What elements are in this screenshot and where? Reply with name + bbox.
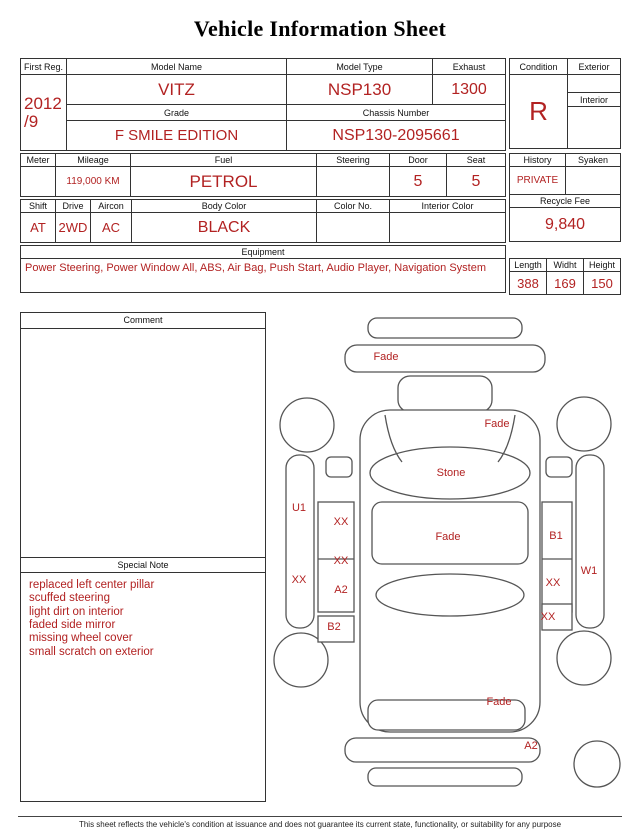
meter-fuel-table xyxy=(20,153,506,197)
damage-marker: XX xyxy=(291,574,307,586)
rear-bottom-strip xyxy=(368,768,522,786)
footer-divider xyxy=(18,816,622,817)
damage-marker: XX xyxy=(540,611,556,623)
condition-label: Condition xyxy=(510,59,568,75)
length-label: Length xyxy=(510,259,547,272)
history-recycle-table xyxy=(509,153,621,242)
damage-marker: Fade xyxy=(373,351,399,363)
equipment-label: Equipment xyxy=(21,246,506,259)
special-note-label: Special Note xyxy=(21,557,265,573)
damage-marker: W1 xyxy=(580,565,598,577)
interior-color-value xyxy=(390,213,506,243)
left-mirror xyxy=(326,457,352,477)
comment-area xyxy=(21,329,265,557)
damage-marker: Fade xyxy=(484,418,510,430)
special-note-line: faded side mirror xyxy=(29,618,116,631)
color-no-value xyxy=(317,213,390,243)
first-reg-label: First Reg. xyxy=(21,59,67,75)
first-reg-year: 2012 xyxy=(24,93,62,113)
history-value: PRIVATE xyxy=(510,167,566,195)
aircon-label: Aircon xyxy=(91,200,132,213)
right-side-panel xyxy=(576,455,604,628)
door-label: Door xyxy=(390,154,447,167)
front-top-strip xyxy=(368,318,522,338)
damage-marker: Fade xyxy=(486,696,512,708)
damage-marker: Fade xyxy=(435,531,461,543)
dimensions-table xyxy=(509,258,621,295)
mileage-label: Mileage xyxy=(56,154,131,167)
exhaust-value: 1300 xyxy=(433,75,506,105)
exhaust-label: Exhaust xyxy=(433,59,506,75)
interior-value xyxy=(568,107,621,149)
length-value: 388 xyxy=(510,272,547,295)
left-side-panel xyxy=(286,455,314,628)
recycle-fee-value: 9,840 xyxy=(510,208,621,242)
exterior-label: Exterior xyxy=(568,59,621,75)
footer-disclaimer: This sheet reflects the vehicle's condition at issuance and does not guarantee its current state, functionality, or suitability for any purpose xyxy=(78,820,562,829)
front-left-wheel xyxy=(280,398,334,452)
meter-value xyxy=(21,167,56,197)
mileage-value: 119,000 KM xyxy=(56,167,131,197)
drive-label: Drive xyxy=(56,200,91,213)
damage-marker: A2 xyxy=(524,740,538,752)
interior-label: Interior xyxy=(568,93,621,107)
model-name-label: Model Name xyxy=(67,59,287,75)
fuel-label: Fuel xyxy=(131,154,317,167)
meter-label: Meter xyxy=(21,154,56,167)
damage-marker: XX xyxy=(545,577,561,589)
condition-table xyxy=(509,58,621,149)
grade-label: Grade xyxy=(67,105,287,121)
damage-marker: Stone xyxy=(436,467,466,479)
steering-value xyxy=(317,167,390,197)
first-reg-value xyxy=(21,75,67,151)
special-note-line: missing wheel cover xyxy=(29,632,133,645)
special-note-line: replaced left center pillar xyxy=(29,579,155,591)
equipment-table xyxy=(20,245,506,293)
color-no-label: Color No. xyxy=(317,200,390,213)
drivetrain-color-table xyxy=(20,199,506,243)
special-note-line: small scratch on exterior xyxy=(29,645,154,658)
damage-marker: XX xyxy=(333,555,349,567)
damage-marker: B1 xyxy=(549,530,563,542)
steering-label: Steering xyxy=(317,154,390,167)
car-outline-drawing xyxy=(270,312,636,802)
model-type-label: Model Type xyxy=(287,59,433,75)
condition-grade-value: R xyxy=(510,75,568,149)
comment-panel xyxy=(20,312,266,802)
spare-wheel xyxy=(574,741,620,787)
chassis-number-label: Chassis Number xyxy=(287,105,506,121)
model-type-value: NSP130 xyxy=(287,75,433,105)
fuel-value: PETROL xyxy=(131,167,317,197)
vehicle-identity-table xyxy=(20,58,506,151)
equipment-value: Power Steering, Power Window All, ABS, Air Bag, Push Start, Audio Player, Navigation System xyxy=(21,259,506,293)
body-color-value: BLACK xyxy=(132,213,317,243)
aircon-value: AC xyxy=(91,213,132,243)
front-right-wheel xyxy=(557,397,611,451)
special-note-line: scuffed steering xyxy=(29,592,110,605)
car-body xyxy=(360,410,540,732)
width-label: Widht xyxy=(547,259,584,272)
right-mirror xyxy=(546,457,572,477)
page-title: Vehicle Information Sheet xyxy=(193,16,447,41)
special-note-line: light dirt on interior xyxy=(29,605,124,618)
history-label: History xyxy=(510,154,566,167)
rear-lower-strip xyxy=(345,738,540,762)
special-note-list xyxy=(21,573,265,801)
width-value: 169 xyxy=(547,272,584,295)
syaken-value xyxy=(566,167,621,195)
damage-marker: A2 xyxy=(334,584,348,596)
right-doors xyxy=(542,502,572,612)
car-damage-diagram xyxy=(270,312,636,802)
rear-right-wheel xyxy=(557,631,611,685)
height-value: 150 xyxy=(584,272,621,295)
seat-value: 5 xyxy=(447,167,506,197)
damage-marker: XX xyxy=(333,516,349,528)
shift-label: Shift xyxy=(21,200,56,213)
damage-marker: B2 xyxy=(327,621,341,633)
first-reg-month: /9 xyxy=(24,111,39,131)
recycle-fee-label: Recycle Fee xyxy=(510,195,621,208)
exterior-value xyxy=(568,75,621,93)
comment-label: Comment xyxy=(21,313,265,329)
body-color-label: Body Color xyxy=(132,200,317,213)
shift-value: AT xyxy=(21,213,56,243)
chassis-number-value: NSP130-2095661 xyxy=(287,121,506,151)
model-name-value: VITZ xyxy=(67,75,287,105)
syaken-label: Syaken xyxy=(566,154,621,167)
door-value: 5 xyxy=(390,167,447,197)
interior-color-label: Interior Color xyxy=(390,200,506,213)
height-label: Height xyxy=(584,259,621,272)
hood-front xyxy=(398,376,492,412)
damage-marker: U1 xyxy=(291,502,307,514)
grade-value: F SMILE EDITION xyxy=(67,121,287,151)
seat-label: Seat xyxy=(447,154,506,167)
drive-value: 2WD xyxy=(56,213,91,243)
